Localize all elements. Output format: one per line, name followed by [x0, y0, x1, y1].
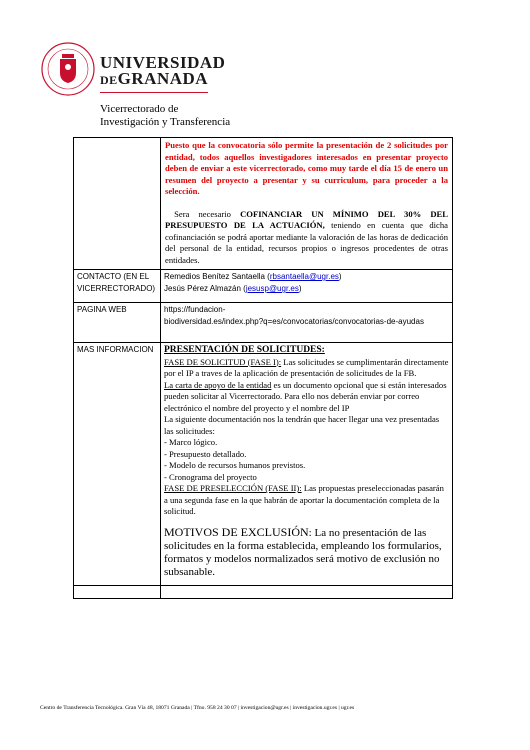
department-name: Vicerrectorado de Investigación y Transferencia: [100, 103, 231, 128]
university-name-line2: DEGRANADA: [100, 69, 209, 88]
list-item: - Cronograma del proyecto: [164, 471, 257, 482]
university-seal-logo: [40, 41, 96, 97]
email-link[interactable]: rbsantaella@ugr.es: [269, 272, 339, 281]
fase1-paragraph: FASE DE SOLICITUD (FASE I): Las solicitudes se cumplimentarán directamente por el IP a traves de la aplicación de presentación de solicitudes de la FB.: [164, 356, 449, 378]
web-label: PAGINA WEB: [74, 303, 161, 343]
web-url-start[interactable]: https://fundacion-: [164, 305, 226, 314]
notice-cell: [161, 138, 453, 270]
email-link[interactable]: jesusp@ugr.es: [245, 284, 299, 293]
table-row: [74, 585, 453, 598]
page-footer: Centro de Transferencia Tecnológica. Gran Vía 48, 18071 Granada | Tfno. 958 24 30 07 | investigacion@ugr.es | investigacion.ugr.es | ugr.es: [40, 705, 355, 711]
empty-cell: [74, 585, 161, 598]
list-item: - Presupuesto detallado.: [164, 448, 247, 459]
list-item: - Modelo de recursos humanos previstos.: [164, 460, 306, 470]
documentation-paragraph: La siguiente documentación nos la tendrán que hacer llegar una vez presentadas las solicitudes:: [164, 414, 440, 436]
call-info-table: [73, 137, 453, 599]
web-url-end[interactable]: biodiversidad.es/index.php?q=es/convocatorias/convocatorias-de-ayudas: [164, 317, 424, 326]
exclusion-paragraph: MOTIVOS DE EXCLUSIÓN: La no presentación de las solicitudes en la forma establecida, empleando los formularios, formatos y modelos normalizados será motivo de exclusión no subsanable.: [164, 524, 442, 578]
info-title: PRESENTACIÓN DE SOLICITUDES:: [164, 345, 325, 355]
selection-notice: Puesto que la convocatoria sólo permite la presentación de 2 solicitudes por entidad, todos aquellos investigadores interesados en presentar proyecto deben de enviar a este vicerrectorado, como muy tarde el día 15 de enero un resumen del proyecto a presentar y su curriculum, para proceder a la selección.: [165, 140, 448, 196]
empty-cell: [161, 585, 453, 598]
contact-cell: Remedios Benítez Santaella (rbsantaella@ugr.es) Jesús Pérez Almazán (jesusp@ugr.es): [161, 270, 453, 303]
fase2-paragraph: FASE DE PRESELECCIÓN (FASE II): Las propuestas preseleccionadas pasarán a una segunda fase en la que habrán de aportar la documentación completa de la solicitud.: [164, 483, 444, 516]
contacto-label: CONTACTO (EN EL VICERRECTORADO): [74, 270, 161, 303]
carta-paragraph: La carta de apoyo de la entidad es un documento opcional que si están interesados pueden solicitar al Vicerrectorado. Para ello nos deberán enviar por correo electrónico el nombre del proyecto y el nombre del IP: [164, 379, 447, 413]
list-item: - Marco lógico.: [164, 437, 218, 447]
header-divider: [100, 92, 208, 93]
table-row: [74, 343, 453, 586]
empty-label-cell: [74, 138, 161, 270]
table-row: [74, 138, 453, 270]
web-cell: [161, 303, 453, 343]
info-label: MAS INFORMACION: [74, 343, 161, 586]
table-row: [74, 270, 453, 303]
cofinancing-note: Sera necesario COFINANCIAR UN MÍNIMO DEL 30% DEL PRESUPUESTO DE LA ACTUACIÓN, teniendo en cuenta que dicha cofinanciación se podrá aportar mediante la valoración de las horas de dedicación del personal de la entidad, recursos propios o ingresos procedentes de otras entidades.: [165, 208, 449, 265]
university-name-line1: UNIVERSIDAD: [100, 53, 226, 72]
info-cell: [161, 343, 453, 586]
table-row: [74, 303, 453, 343]
